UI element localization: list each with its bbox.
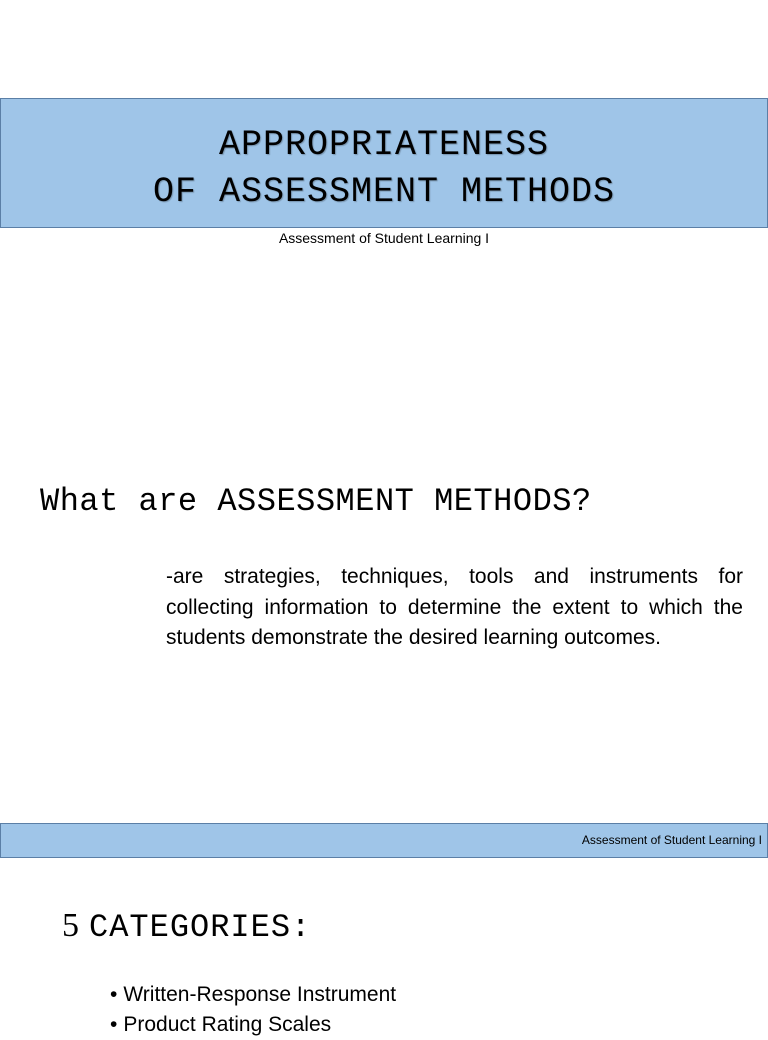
- list-item: • Product Rating Scales: [110, 1010, 396, 1040]
- slide-title-line-2: OF ASSESSMENT METHODS: [152, 172, 616, 212]
- slide-header-banner: [0, 823, 768, 858]
- slide-subtitle: Assessment of Student Learning I: [278, 230, 490, 246]
- slide-title-line-1: APPROPRIATENESS: [218, 125, 550, 165]
- slide-header-text: Assessment of Student Learning I: [581, 833, 762, 847]
- categories-count: 5: [62, 907, 79, 944]
- question-heading: What are ASSESSMENT METHODS?: [40, 483, 592, 520]
- categories-label: CATEGORIES:: [89, 909, 312, 946]
- definition-paragraph: -are strategies, techniques, tools and instruments for collecting information to determine the extent to which the students demonstrate the desired learning outcomes.: [166, 565, 743, 649]
- list-item: • Written-Response Instrument: [110, 980, 396, 1010]
- categories-list: [110, 980, 396, 1040]
- categories-heading: [62, 907, 311, 946]
